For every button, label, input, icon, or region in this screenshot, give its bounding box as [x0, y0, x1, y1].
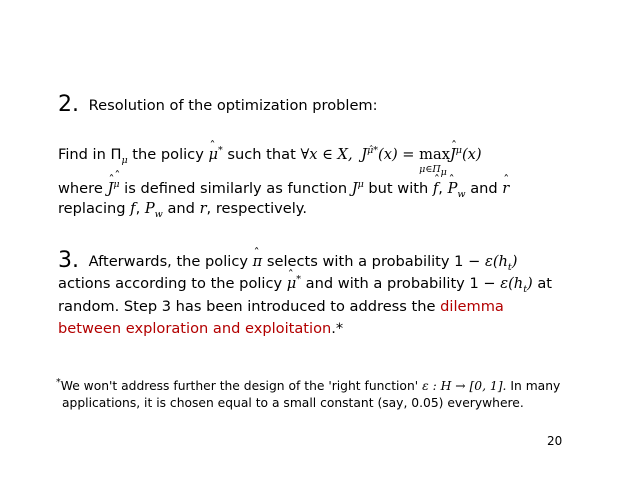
forall-symbol: ∀: [300, 146, 310, 163]
footnote-line1: [56, 378, 560, 395]
P-symbol: P: [144, 200, 155, 217]
where-text2: but with: [368, 180, 429, 197]
and-text: and: [470, 180, 498, 197]
replacing-text: replacing: [58, 200, 126, 217]
r-symbol: r: [199, 200, 207, 217]
policy-mu-hat: [209, 146, 219, 164]
step3-number: 3.: [58, 248, 79, 273]
dilemma-text: dilemma: [440, 298, 504, 315]
max-sub-sub: μ: [440, 166, 447, 178]
eps-term: [484, 253, 518, 273]
pi-hat: ˆ π: [253, 253, 263, 271]
P-hat-w: [447, 180, 466, 200]
J-hat-term: [450, 146, 482, 163]
max-text: max: [419, 146, 450, 163]
footnote-text2: applications, it is chosen equal to a small constant (say, 0.05) everywhere.: [62, 396, 524, 410]
footnote-eps-map: ε : H → [0, 1].: [422, 379, 507, 393]
eps-text: ε(h: [484, 253, 508, 270]
eps-sub: t: [507, 261, 512, 273]
policy-set: [110, 146, 128, 166]
max-sub-text: μ∈Π: [419, 164, 441, 175]
exploration-exploitation-text: between exploration and exploitation: [58, 320, 332, 337]
P-sub: w: [154, 208, 163, 220]
eps-close-2: ): [527, 275, 533, 292]
where-Jmu-sup: μ: [357, 179, 364, 191]
P-hat: ˆ P: [448, 180, 458, 198]
mu-hat-star: *: [296, 274, 302, 286]
footnote-star: *: [56, 376, 61, 388]
where-text: where: [58, 180, 103, 197]
J-hat-symbol: ˆ J: [450, 146, 456, 164]
such-that: such that: [227, 146, 296, 163]
step3-line4: [58, 320, 343, 338]
r-hat: ˆ r: [502, 180, 509, 198]
step2-replacing-line: replacing f, $P_w$ and r, respectively.: [58, 200, 307, 220]
step3-line1-text: Afterwards, the policy: [88, 253, 249, 270]
footnote-text1b: In many: [510, 379, 561, 393]
respectively-text: , respectively.: [206, 200, 307, 217]
policy-mu: μ: [208, 146, 218, 163]
where-Jmu-symbol: J: [351, 180, 358, 197]
step3-line3: [58, 298, 504, 316]
step3-line2: [58, 275, 552, 293]
step3-line3a: random. Step 3 has been introduced to address the: [58, 298, 436, 315]
footnote-line2: [62, 395, 524, 412]
step2-heading-text: Resolution of the optimization problem:: [88, 97, 378, 114]
eps-close: ): [511, 253, 518, 270]
set-pi: Π: [110, 146, 122, 163]
where-J-symbol: ˆ J: [107, 180, 113, 198]
and-text-2: and: [167, 200, 195, 217]
step3-line1b: selects with a probability 1 −: [266, 253, 481, 270]
where-J-hat: ˆ $J^\mu$: [107, 180, 119, 197]
eps-term-2: [500, 275, 533, 295]
f-hat: ˆ f: [433, 180, 438, 198]
x-in-X: x ∈ X,: [309, 146, 353, 163]
where-text1: is defined similarly as function: [124, 180, 348, 197]
eps-sub-2: t: [523, 283, 528, 295]
step3-line2a: actions according to the policy: [58, 275, 283, 292]
step2-where-line: [58, 180, 509, 198]
J-arg: (x) =: [378, 146, 415, 163]
policy-mu-star: *: [218, 145, 223, 157]
J-symbol: J: [361, 146, 368, 163]
J-sup: μ̂*: [367, 145, 379, 157]
set-pi-sub: μ: [121, 154, 128, 166]
footnote-text1: We won't address further the design of the 'right function': [60, 379, 419, 393]
mu-hat: ˆ μ: [287, 275, 297, 293]
step3-line2b: and with a probability 1 −: [305, 275, 496, 292]
step3-line2c: at: [537, 275, 553, 292]
footnote-marker: .*: [331, 320, 344, 337]
comma: ,: [438, 180, 443, 197]
find-prefix: Find in: [58, 146, 106, 163]
P-w: [144, 200, 163, 220]
J-hat-arg: (x): [461, 146, 482, 163]
J-term: [361, 146, 378, 163]
J-hat-sup: μ: [455, 145, 462, 157]
step2-number: 2.: [58, 92, 79, 117]
step2-heading: [58, 92, 378, 117]
P-hat-sub: w: [457, 188, 466, 200]
f-symbol: f: [130, 200, 136, 217]
page-number: 20: [547, 434, 563, 448]
where-J-mu: [352, 180, 364, 197]
find-mid: the policy: [132, 146, 204, 163]
eps-text-2: ε(h: [500, 275, 524, 292]
